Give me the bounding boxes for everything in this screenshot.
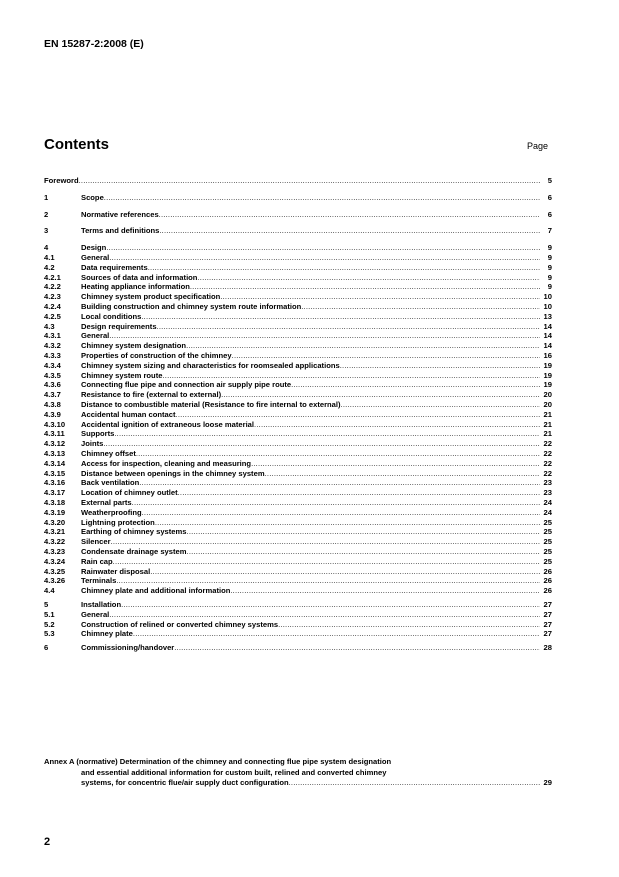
toc-entry-number: 4.2.5 <box>44 311 61 321</box>
toc-entry-page: 27 <box>543 600 552 609</box>
page-column-label: Page <box>527 141 549 151</box>
toc-entry-title: Accidental ignition of extraneous loose material <box>81 419 255 429</box>
toc-entry-number: 4.3.1 <box>44 331 61 341</box>
toc-entry-title: Chimney plate and additional information <box>81 586 231 596</box>
annex-page: 29 <box>543 778 552 787</box>
toc-entry[interactable] <box>44 641 552 653</box>
toc-entry-title: Commissioning/handover <box>81 643 175 653</box>
dot-leader <box>289 778 540 789</box>
toc-entry-title-wrap <box>44 176 540 186</box>
toc-entry-page: 19 <box>543 380 552 390</box>
toc-entry-number: 4.3.26 <box>44 576 66 586</box>
toc-entry-page: 25 <box>543 547 552 556</box>
toc-entry-title-wrap <box>81 629 540 639</box>
toc-entry-page: 9 <box>547 272 552 282</box>
toc-entry-title: Distance between openings in the chimney system <box>81 468 265 478</box>
dot-leader <box>159 210 540 220</box>
toc-entry-page: 9 <box>547 243 552 253</box>
toc-entry-number: 4.3.10 <box>44 419 66 429</box>
toc-entry-page: 23 <box>543 488 552 498</box>
toc-entry-title: Lightning protection <box>81 517 155 527</box>
toc-entry-page: 21 <box>543 419 552 429</box>
dot-leader <box>133 629 540 639</box>
document-id: EN 15287-2:2008 (E) <box>44 38 144 50</box>
dot-leader <box>230 586 540 596</box>
toc-entry-number: 4.3.21 <box>44 527 66 537</box>
toc-entry-number: 2 <box>44 209 49 219</box>
toc-entry-page: 14 <box>543 321 552 331</box>
toc-entry-page: 27 <box>543 619 552 629</box>
toc-entry-page: 9 <box>547 282 552 292</box>
toc-entry-title: Chimney system sizing and characteristics for roomsealed applications <box>81 360 340 370</box>
toc-entry-title: Building construction and chimney system route information <box>81 302 302 311</box>
toc-entry-number: 4.2.1 <box>44 272 61 282</box>
annex-entry[interactable] <box>44 757 552 789</box>
toc-entry-title: Data requirements <box>81 262 148 272</box>
toc-entry-title: Access for inspection, cleaning and measuring <box>81 458 252 468</box>
toc-entry-page: 10 <box>543 302 552 311</box>
toc-entry-number: 4.3.3 <box>44 351 61 360</box>
toc-entry-title: Chimney offset <box>81 449 136 458</box>
toc-entry-number: 1 <box>44 192 49 202</box>
toc-entry-title-wrap <box>81 210 540 220</box>
toc-entry-page: 22 <box>543 458 552 468</box>
toc-entry-number: 4.3.14 <box>44 458 66 468</box>
toc-entry-number: 6 <box>44 643 49 653</box>
toc-entry-number: 4.4 <box>44 586 55 596</box>
toc-entry-number: 4.3.2 <box>44 341 61 351</box>
toc-entry-title: Terms and definitions <box>81 226 160 236</box>
toc-entry-page: 7 <box>547 226 552 236</box>
toc-entry-number: 4.3.22 <box>44 537 66 547</box>
toc-entry-number: 4.3.12 <box>44 439 66 449</box>
toc-entry-page: 14 <box>543 341 552 351</box>
toc-entry-page: 13 <box>543 311 552 321</box>
toc-entry-number: 4.3.19 <box>44 507 66 517</box>
toc-entry-title: Chimney system product specification <box>81 292 221 302</box>
toc-entry-title: Resistance to fire (external to external) <box>81 390 222 400</box>
toc-entry[interactable] <box>44 627 552 639</box>
toc-entry-number: 4.1 <box>44 253 55 262</box>
toc-entry-title: Location of chimney outlet <box>81 488 178 498</box>
toc-entry-number: 5.3 <box>44 629 55 639</box>
toc-entry-title: Foreword <box>44 176 79 185</box>
toc-entry-number: 4.3.13 <box>44 449 66 458</box>
toc-entry-page: 25 <box>543 537 552 547</box>
toc-entry-page: 23 <box>543 478 552 488</box>
toc-entry-page: 28 <box>543 643 552 653</box>
toc-entry-page: 20 <box>543 400 552 409</box>
toc-entry-number: 4.3.16 <box>44 478 66 488</box>
toc-entry[interactable] <box>44 191 552 203</box>
toc-entry-title: Design requirements <box>81 321 157 331</box>
toc-entry-page: 22 <box>543 439 552 449</box>
annex-line-3-text: systems, for concentric flue/air supply duct configuration <box>81 778 289 787</box>
annex-line-1: Annex A (normative) Determination of the chimney and connecting flue pipe system designation <box>44 757 392 766</box>
toc-entry-page: 26 <box>543 566 552 576</box>
contents-heading: Contents <box>44 136 109 153</box>
toc-entry-number: 4.3.23 <box>44 547 66 556</box>
toc-entry-page: 20 <box>543 390 552 400</box>
toc-entry-page: 27 <box>543 629 552 639</box>
toc-entry-number: 4.3.8 <box>44 400 61 409</box>
toc-entry-title: General <box>81 609 110 619</box>
toc-entry-number: 4.2.2 <box>44 282 61 292</box>
toc-entry-title-wrap <box>81 193 540 203</box>
dot-leader <box>159 226 540 236</box>
annex-line-2: and essential additional information for custom built, relined and converted chimney <box>81 767 387 777</box>
toc-entry-number: 4.3.4 <box>44 360 61 370</box>
toc-entry-page: 27 <box>543 609 552 619</box>
toc-entry-title: External parts <box>81 498 132 507</box>
toc-entry-title: Chimney plate <box>81 629 133 639</box>
toc-entry-title: Joints <box>81 439 104 449</box>
toc-entry-page: 24 <box>543 498 552 507</box>
toc-entry-number: 4.3.6 <box>44 380 61 390</box>
toc-entry-title: Earthing of chimney systems <box>81 527 187 537</box>
toc-entry-page: 19 <box>543 370 552 380</box>
toc-entry-title: Terminals <box>81 576 117 586</box>
toc-entry-title: Silencer <box>81 537 111 547</box>
toc-entry-number: 4.3.18 <box>44 498 66 507</box>
toc-entry-title: Properties of construction of the chimney <box>81 351 232 360</box>
toc-entry-number: 4.3.25 <box>44 566 66 576</box>
toc-entry-number: 4.2 <box>44 262 55 272</box>
toc-entry[interactable] <box>44 224 552 236</box>
toc-entry-title: Installation <box>81 600 122 609</box>
toc-entry-page: 26 <box>543 586 552 596</box>
toc-entry-page: 14 <box>543 331 552 341</box>
toc-entry-title: General <box>81 253 110 262</box>
toc-entry-number: 5 <box>44 600 49 609</box>
toc-entry-number: 4.3 <box>44 321 55 331</box>
toc-entry-title: Accidental human contact <box>81 409 176 419</box>
toc-entry-page: 22 <box>543 468 552 478</box>
toc-entry-title: Sources of data and information <box>81 272 198 282</box>
toc-entry-page: 16 <box>543 351 552 360</box>
toc-entry-title: Rainwater disposal <box>81 566 151 576</box>
toc-entry-page: 25 <box>543 527 552 537</box>
toc-entry[interactable] <box>44 208 552 220</box>
toc-entry-title-wrap <box>81 643 540 653</box>
toc-entry-title-wrap <box>81 586 540 596</box>
toc-entry-number: 4.3.7 <box>44 390 61 400</box>
toc-entry-title: Chimney system route <box>81 370 163 380</box>
toc-entry-page: 24 <box>543 507 552 517</box>
dot-leader <box>104 193 540 203</box>
toc-entry-number: 4 <box>44 243 49 253</box>
toc-entry-title: Heating appliance information <box>81 282 190 292</box>
toc-entry-page: 22 <box>543 449 552 458</box>
toc-entry-page: 21 <box>543 409 552 419</box>
page-number: 2 <box>44 836 51 848</box>
toc-entry-title: Scope <box>81 192 104 202</box>
toc-entry-title: Rain cap <box>81 556 113 566</box>
toc-entry-title: General <box>81 331 110 341</box>
toc-entry-number: 4.2.4 <box>44 302 61 311</box>
toc-entry-number: 5.2 <box>44 619 55 629</box>
toc-entry[interactable] <box>44 584 552 596</box>
toc-entry-number: 4.3.9 <box>44 409 61 419</box>
toc-entry-title: Condensate drainage system <box>81 547 187 556</box>
dot-leader <box>79 176 540 186</box>
toc-entry-number: 4.3.24 <box>44 556 66 566</box>
toc-entry-number: 4.3.20 <box>44 517 66 527</box>
toc-entry-number: 4.3.17 <box>44 488 66 498</box>
toc-entry-title: Connecting flue pipe and connection air supply pipe route <box>81 380 292 390</box>
toc-entry-title: Supports <box>81 429 115 439</box>
toc-entry-number: 4.2.3 <box>44 292 61 302</box>
toc-entry-title: Weatherproofing <box>81 507 142 517</box>
toc-entry[interactable] <box>44 174 552 186</box>
toc-entry-page: 26 <box>543 576 552 586</box>
toc-entry-title: Normative references <box>81 209 159 219</box>
toc-entry-page: 6 <box>547 192 552 202</box>
toc-entry-page: 25 <box>543 556 552 566</box>
toc-entry-title: Construction of relined or converted chimney systems <box>81 619 279 629</box>
toc-entry-page: 25 <box>543 517 552 527</box>
toc-entry-page: 21 <box>543 429 552 439</box>
toc-entry-number: 4.3.15 <box>44 468 66 478</box>
toc-entry-page: 19 <box>543 360 552 370</box>
toc-entry-number: 4.3.5 <box>44 370 61 380</box>
toc-entry-title: Distance to combustible material (Resistance to fire internal to external) <box>81 400 341 409</box>
dot-leader <box>174 643 540 653</box>
toc-entry-page: 6 <box>547 209 552 219</box>
toc-entry-title: Back ventilation <box>81 478 140 488</box>
toc-entry-number: 3 <box>44 226 49 236</box>
toc-entry-page: 5 <box>547 176 552 185</box>
toc-entry-page: 9 <box>547 253 552 262</box>
toc-entry-page: 10 <box>543 292 552 302</box>
annex-line-3 <box>44 778 552 789</box>
toc-entry-number: 4.3.11 <box>44 429 65 439</box>
toc-entry-number: 5.1 <box>44 609 55 619</box>
toc-entry-title-wrap <box>81 226 540 236</box>
toc-entry-title: Chimney system designation <box>81 341 187 351</box>
toc-entry-title: Design <box>81 243 107 253</box>
toc-entry-title: Local conditions <box>81 311 142 321</box>
toc-entry-page: 9 <box>547 262 552 272</box>
